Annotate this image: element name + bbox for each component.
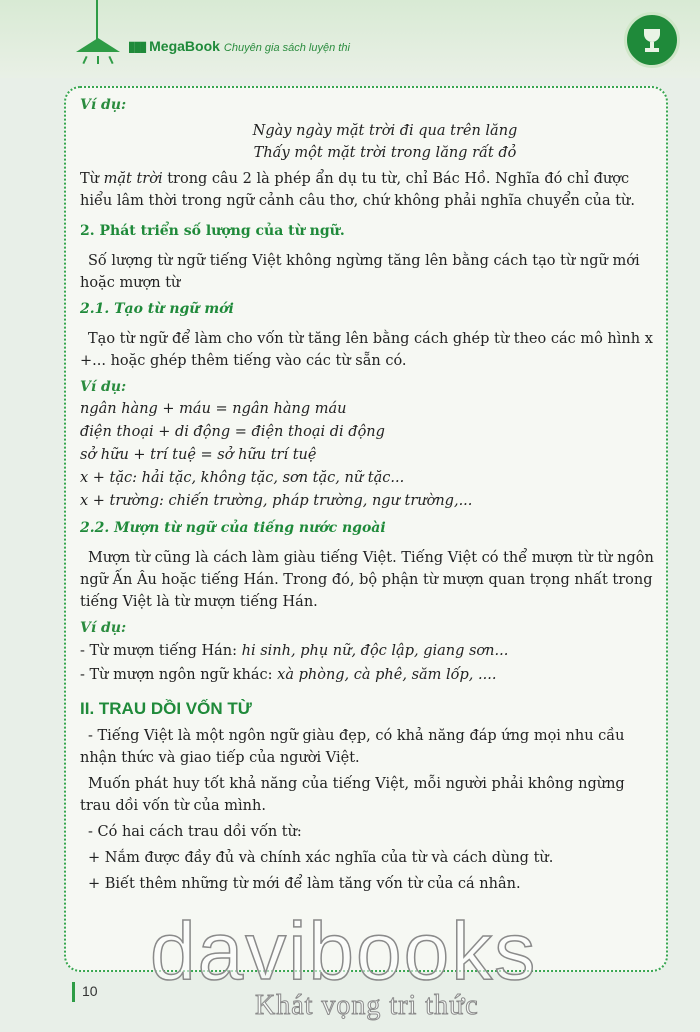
watermark-tagline: Khát vọng tri thức	[255, 990, 479, 1021]
text-run-italic: hi sinh, phụ nữ, độc lập, giang sơn...	[241, 643, 509, 659]
text-run: - Từ mượn tiếng Hán:	[80, 643, 242, 659]
text-run: trong câu 2 là phép ẩn dụ tu từ, chỉ Bác Hồ. Nghĩa đó chỉ được hiểu lâm thời trong ngữ cảnh câu thơ, chứ không phải nghĩa chuyển của từ.	[80, 171, 635, 209]
page-content	[80, 94, 660, 895]
paragraph: Tạo từ ngữ để làm cho vốn từ tăng lên bằng cách ghép từ theo các mô hình x +... hoặc ghép thêm tiếng vào các từ sẵn có.	[80, 331, 653, 369]
paragraph: - Có hai cách trau dồi vốn từ:	[88, 824, 302, 840]
poem-line: Thấy một mặt trời trong lăng rất đỏ	[253, 145, 517, 161]
paragraph: Số lượng từ ngữ tiếng Việt không ngừng tăng lên bằng cách tạo từ ngữ mới hoặc mượn từ	[80, 253, 640, 291]
brand-logo	[128, 38, 350, 55]
paragraph: + Biết thêm những từ mới để làm tăng vốn từ của cá nhân.	[88, 876, 521, 892]
loan-example	[80, 663, 660, 687]
subsection-heading: 2.2. Mượn từ ngữ của tiếng nước ngoài	[80, 520, 386, 536]
text-run: Từ	[80, 171, 104, 187]
paragraph	[80, 168, 660, 212]
page-number-bar	[72, 982, 75, 1002]
example-label: Ví dụ:	[80, 97, 127, 113]
page-number: 10	[82, 983, 98, 999]
example-item: điện thoại + di động = điện thoại di động	[80, 424, 385, 440]
brand-mark: ▮▮▮	[128, 38, 146, 54]
text-run-italic: xà phòng, cà phê, săm lốp, ....	[277, 667, 497, 683]
paragraph: Mượn từ cũng là cách làm giàu tiếng Việt. Tiếng Việt có thể mượn từ từ ngôn ngữ Ấn Âu hoặc tiếng Hán. Trong đó, bộ phận từ mượn quan trọng nhất trong tiếng Việt là từ mượn tiếng Hán.	[80, 550, 654, 610]
paragraph: - Tiếng Việt là một ngôn ngữ giàu đẹp, có khả năng đáp ứng mọi nhu cầu nhận thức và giao tiếp của người Việt.	[80, 728, 625, 766]
example-label: Ví dụ:	[80, 379, 127, 395]
lamp-ray	[97, 56, 99, 64]
text-run: - Từ mượn ngôn ngữ khác:	[80, 667, 278, 683]
lamp-icon-wire	[96, 0, 98, 40]
chapter-heading: II. TRAU DỒI VỐN TỪ	[80, 699, 252, 718]
loan-example	[80, 639, 660, 663]
brand-name: MegaBook	[149, 38, 220, 54]
example-item: x + trường: chiến trường, pháp trường, ngư trường,...	[80, 493, 473, 509]
poem-line: Ngày ngày mặt trời đi qua trên lăng	[252, 123, 518, 139]
example-label: Ví dụ:	[80, 620, 127, 636]
subsection-heading: 2.1. Tạo từ ngữ mới	[80, 301, 234, 317]
section-heading: 2. Phát triển số lượng của từ ngữ.	[80, 223, 345, 239]
example-item: sở hữu + trí tuệ = sở hữu trí tuệ	[80, 447, 317, 463]
example-item: ngân hàng + máu = ngân hàng máu	[80, 401, 347, 417]
watermark: davibooks	[150, 906, 538, 997]
brand-tagline: Chuyên gia sách luyện thi	[223, 42, 350, 54]
paragraph: Muốn phát huy tốt khả năng của tiếng Việt, mỗi người phải không ngừng trau dồi vốn từ của mình.	[80, 776, 625, 814]
trophy-icon	[624, 12, 680, 68]
example-item: x + tặc: hải tặc, không tặc, sơn tặc, nữ tặc...	[80, 470, 405, 486]
lamp-icon	[76, 38, 120, 52]
text-run-italic: mặt trời	[103, 171, 163, 187]
paragraph: + Nắm được đầy đủ và chính xác nghĩa của từ và cách dùng từ.	[88, 850, 554, 866]
